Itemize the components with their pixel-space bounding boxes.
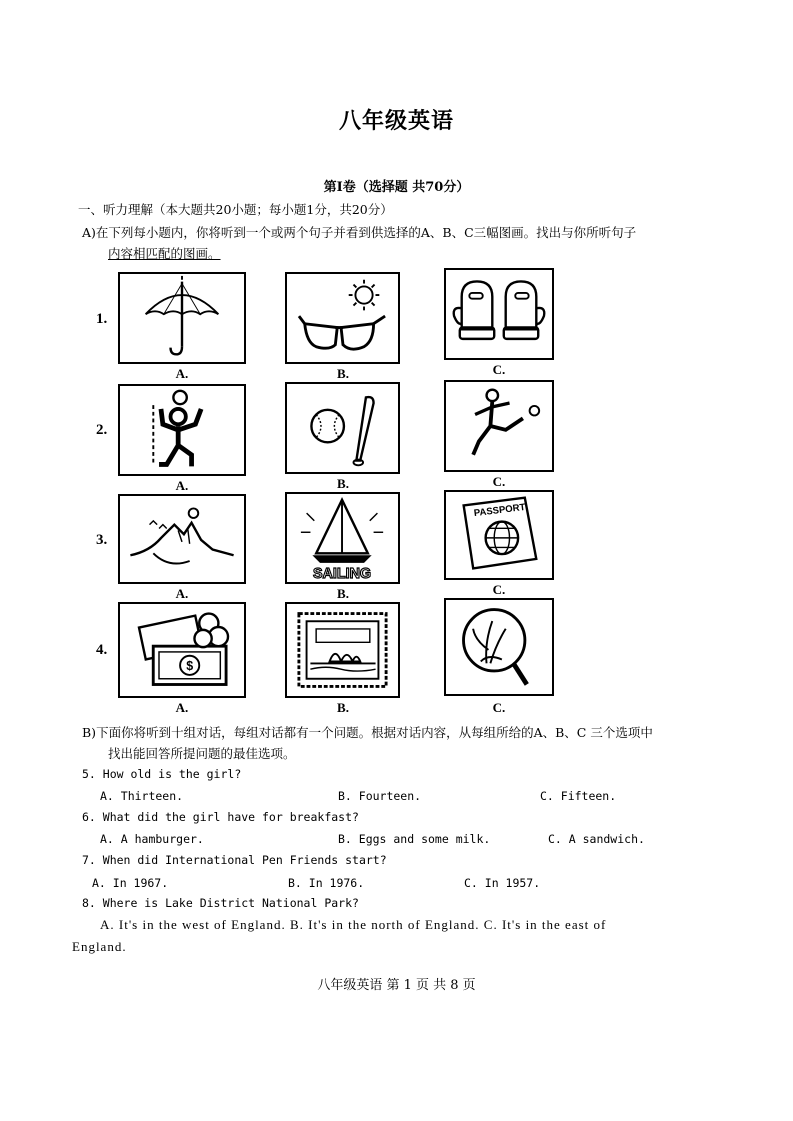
picture-4a[interactable] [118, 602, 246, 698]
money-icon [120, 604, 244, 696]
option-label: B. [337, 586, 349, 601]
option-label: B. [337, 700, 349, 715]
question-5: 5. How old is the girl? [82, 767, 242, 781]
option-label: C. [492, 582, 506, 597]
option-5c[interactable]: C. Fifteen. [540, 789, 617, 803]
instruction-a-line1: A)在下列每小题内，你将听到一个或两个句子并看到供选择的A、B、C三幅图画。找出与你所听句子 [82, 225, 637, 240]
passport-label: PASSPORT [473, 501, 527, 520]
options-8-wrap: England. [72, 939, 127, 954]
picture-1b[interactable] [285, 272, 400, 364]
option-label: A. [175, 700, 189, 715]
option-6b[interactable]: B. Eggs and some milk. [338, 832, 491, 846]
picture-2a[interactable] [118, 384, 246, 476]
question-number: 1. [96, 311, 108, 327]
question-number: 3. [96, 532, 108, 548]
passport-icon [446, 492, 552, 578]
option-label: A. [175, 366, 189, 381]
volleyball-player-icon [120, 386, 244, 474]
section-heading: 第Ⅰ卷（选择题 共70分） [323, 180, 470, 195]
mountains-icon [120, 496, 244, 582]
page-title: 八年级英语 [338, 108, 454, 134]
option-label: C. [492, 362, 506, 377]
part-heading: 一、听力理解（本大题共20小题；每小题1分，共20分） [78, 202, 393, 217]
option-label: B. [337, 366, 349, 381]
option-5a[interactable]: A. Thirteen. [100, 789, 184, 803]
picture-3b[interactable] [285, 492, 400, 584]
page-footer: 八年级英语 第 1 页 共 8 页 [317, 978, 476, 993]
mittens-icon [446, 270, 552, 358]
instruction-b-line2: 找出能回答所提问题的最佳选项。 [108, 746, 296, 761]
instruction-b-line1: B)下面你将听到十组对话，每组对话都有一个问题。根据对话内容，从每组所给的A、B、C 三个选项中 [82, 725, 653, 740]
stamp-icon [287, 604, 398, 696]
option-label: C. [492, 474, 506, 489]
option-label: A. [175, 586, 189, 601]
option-label: C. [492, 700, 506, 715]
option-6a[interactable]: A. A hamburger. [100, 832, 204, 846]
option-7b[interactable]: B. In 1976. [288, 876, 365, 890]
sunglasses-sun-icon [287, 274, 398, 362]
option-label: A. [175, 478, 189, 493]
picture-4b[interactable] [285, 602, 400, 698]
football-player-icon [446, 382, 552, 470]
picture-2b[interactable] [285, 382, 400, 474]
fan-icon [446, 600, 552, 694]
question-8: 8. Where is Lake District National Park? [82, 896, 359, 910]
picture-2c[interactable] [444, 380, 554, 472]
option-6c[interactable]: C. A sandwich. [548, 832, 645, 846]
sailing-label: SAILING [312, 566, 372, 582]
option-label: B. [337, 476, 349, 491]
svg-text:$: $ [186, 659, 194, 674]
picture-3a[interactable] [118, 494, 246, 584]
picture-1a[interactable] [118, 272, 246, 364]
option-7c[interactable]: C. In 1957. [464, 876, 541, 890]
sailing-icon [287, 494, 398, 582]
umbrella-icon [120, 274, 244, 362]
question-6: 6. What did the girl have for breakfast? [82, 810, 359, 824]
picture-1c[interactable] [444, 268, 554, 360]
picture-3c[interactable] [444, 490, 554, 580]
question-number: 2. [96, 422, 108, 438]
picture-4c[interactable] [444, 598, 554, 696]
baseball-bat-icon [287, 384, 398, 472]
question-7: 7. When did International Pen Friends start? [82, 853, 387, 867]
instruction-a-line2: 内容相匹配的图画。 [108, 246, 221, 261]
options-8[interactable]: A. It's in the west of England. B. It's in the north of England. C. It's in the east of [100, 917, 607, 932]
option-7a[interactable]: A. In 1967. [92, 876, 169, 890]
option-5b[interactable]: B. Fourteen. [338, 789, 422, 803]
question-number: 4. [96, 642, 108, 658]
